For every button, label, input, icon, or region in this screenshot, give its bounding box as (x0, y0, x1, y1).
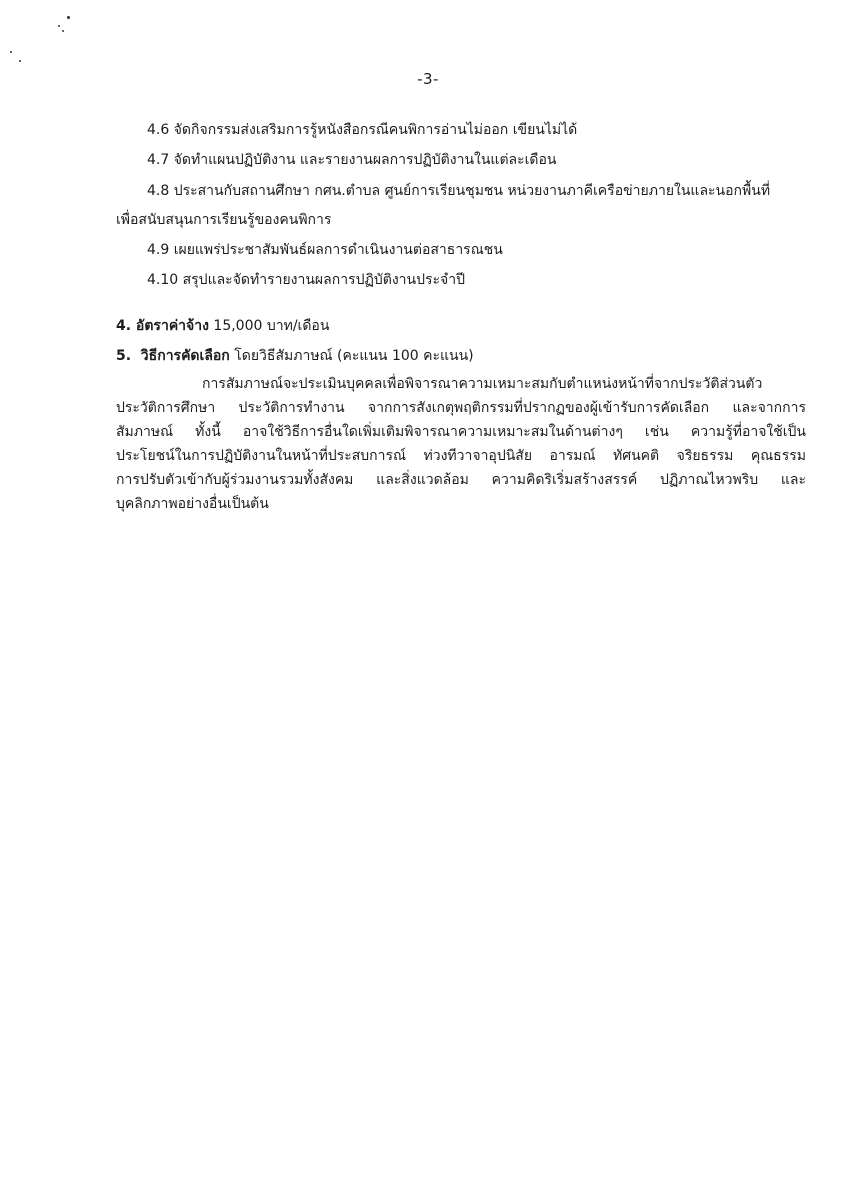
section-wage (116, 316, 329, 336)
list-item-4-6: 4.6 จัดกิจกรรมส่งเสริมการรู้หนังสือกรณีคนพิการอ่านไม่ออก เขียนไม่ได้ (147, 122, 578, 138)
scan-speck (19, 60, 21, 62)
paragraph-line: บุคลิกภาพอย่างอื่นเป็นต้น (116, 496, 269, 512)
paragraph-line: ประโยชน์ในการปฏิบัติงานในหน้าที่ประสบการณ์ ท่วงทีวาจาอุปนิสัย อารมณ์ ทัศนคติ จริยธรรม คุณธรรม (116, 448, 806, 464)
list-item-4-7: 4.7 จัดทำแผนปฏิบัติงาน และรายงานผลการปฏิบัติงานในแต่ละเดือน (147, 152, 557, 168)
paragraph-line: การสัมภาษณ์จะประเมินบุคคลเพื่อพิจารณาความเหมาะสมกับตำแหน่งหน้าที่จากประวัติส่วนตัว (202, 376, 763, 392)
list-item-4-9: 4.9 เผยแพร่ประชาสัมพันธ์ผลการดำเนินงานต่อสาธารณชน (147, 242, 503, 258)
paragraph-line: ประวัติการศึกษา ประวัติการทำงาน จากการสังเกตุพฤติกรรมที่ปรากฏของผู้เข้ารับการคัดเลือก และจากการ (116, 400, 806, 416)
selection-label: 5. วิธีการคัดเลือก (116, 348, 230, 364)
wage-label: 4. อัตราค่าจ้าง (116, 318, 209, 334)
list-item-4-8-continued: เพื่อสนับสนุนการเรียนรู้ของคนพิการ (116, 212, 332, 228)
paragraph-line: การปรับตัวเข้ากับผู้ร่วมงานรวมทั้งสังคม และสิ่งแวดล้อม ความคิดริเริ่มสร้างสรรค์ ปฏิภาณไหวพริบ และ (116, 472, 806, 488)
list-item-4-10: 4.10 สรุปและจัดทำรายงานผลการปฏิบัติงานประจำปี (147, 272, 465, 288)
section-selection (116, 346, 474, 366)
scan-speck (62, 30, 64, 32)
scan-speck (67, 16, 70, 19)
wage-value: 15,000 บาท/เดือน (213, 318, 330, 334)
scan-speck (10, 51, 12, 53)
selection-method: โดยวิธีสัมภาษณ์ (คะแนน 100 คะแนน) (234, 348, 474, 364)
scan-speck (58, 25, 60, 27)
paragraph-line: สัมภาษณ์ ทั้งนี้ อาจใช้วิธีการอื่นใดเพิ่มเติมพิจารณาความเหมาะสมในด้านต่างๆ เช่น ความรู้ที่อาจใช้เป็น (116, 424, 806, 440)
list-item-4-8: 4.8 ประสานกับสถานศึกษา กศน.ตำบล ศูนย์การเรียนชุมชน หน่วยงานภาคีเครือข่ายภายในและนอกพื้นที่ (147, 183, 771, 199)
page-number: -3- (417, 70, 439, 88)
selection-paragraph (116, 372, 806, 516)
